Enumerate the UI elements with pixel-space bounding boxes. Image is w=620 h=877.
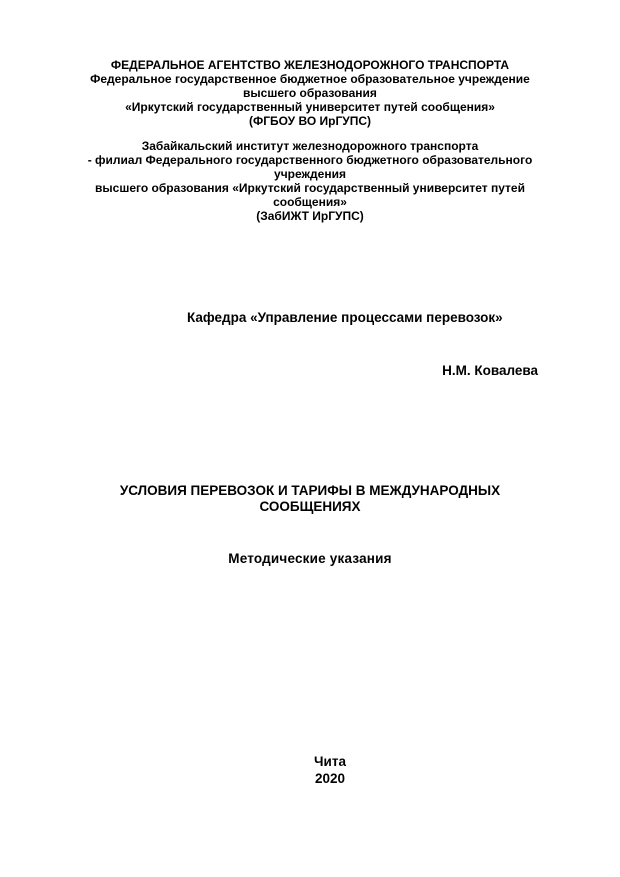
title-line: УСЛОВИЯ ПЕРЕВОЗОК И ТАРИФЫ В МЕЖДУНАРОДНЫХ [119, 483, 501, 498]
document-subtitle [40, 551, 580, 567]
header-line: «Иркутский государственный университет путей сообщения» [125, 100, 495, 114]
federal-agency-header [40, 58, 580, 128]
header-line: учреждения [274, 167, 346, 181]
subtitle-text: Методические указания [228, 551, 392, 566]
header-line: высшего образования «Иркутский государственный университет путей [95, 181, 525, 195]
header-line: - филиал Федерального государственного бюджетного образовательного [87, 153, 533, 167]
header-line: (ЗабИЖТ ИрГУПС) [256, 209, 364, 223]
department-name: Кафедра «Управление процессами перевозок» [187, 310, 503, 325]
publication-info [40, 753, 620, 787]
header-line: Федеральное государственное бюджетное образовательное учреждение [90, 72, 530, 86]
author-name: Н.М. Ковалева [442, 363, 538, 378]
header-line: Забайкальский институт железнодорожного транспорта [141, 139, 479, 153]
header-line: сообщения» [273, 195, 347, 209]
header-line: высшего образования [243, 86, 377, 100]
title-line: СООБЩЕНИЯХ [259, 499, 361, 514]
header-line: ФЕДЕРАЛЬНОЕ АГЕНТСТВО ЖЕЛЕЗНОДОРОЖНОГО ТРАНСПОРТА [110, 58, 510, 72]
document-title [40, 483, 580, 515]
header-line: (ФГБОУ ВО ИрГУПС) [248, 114, 372, 128]
publication-year: 2020 [314, 771, 346, 786]
branch-institute-header [40, 139, 580, 223]
publication-city: Чита [314, 754, 346, 769]
